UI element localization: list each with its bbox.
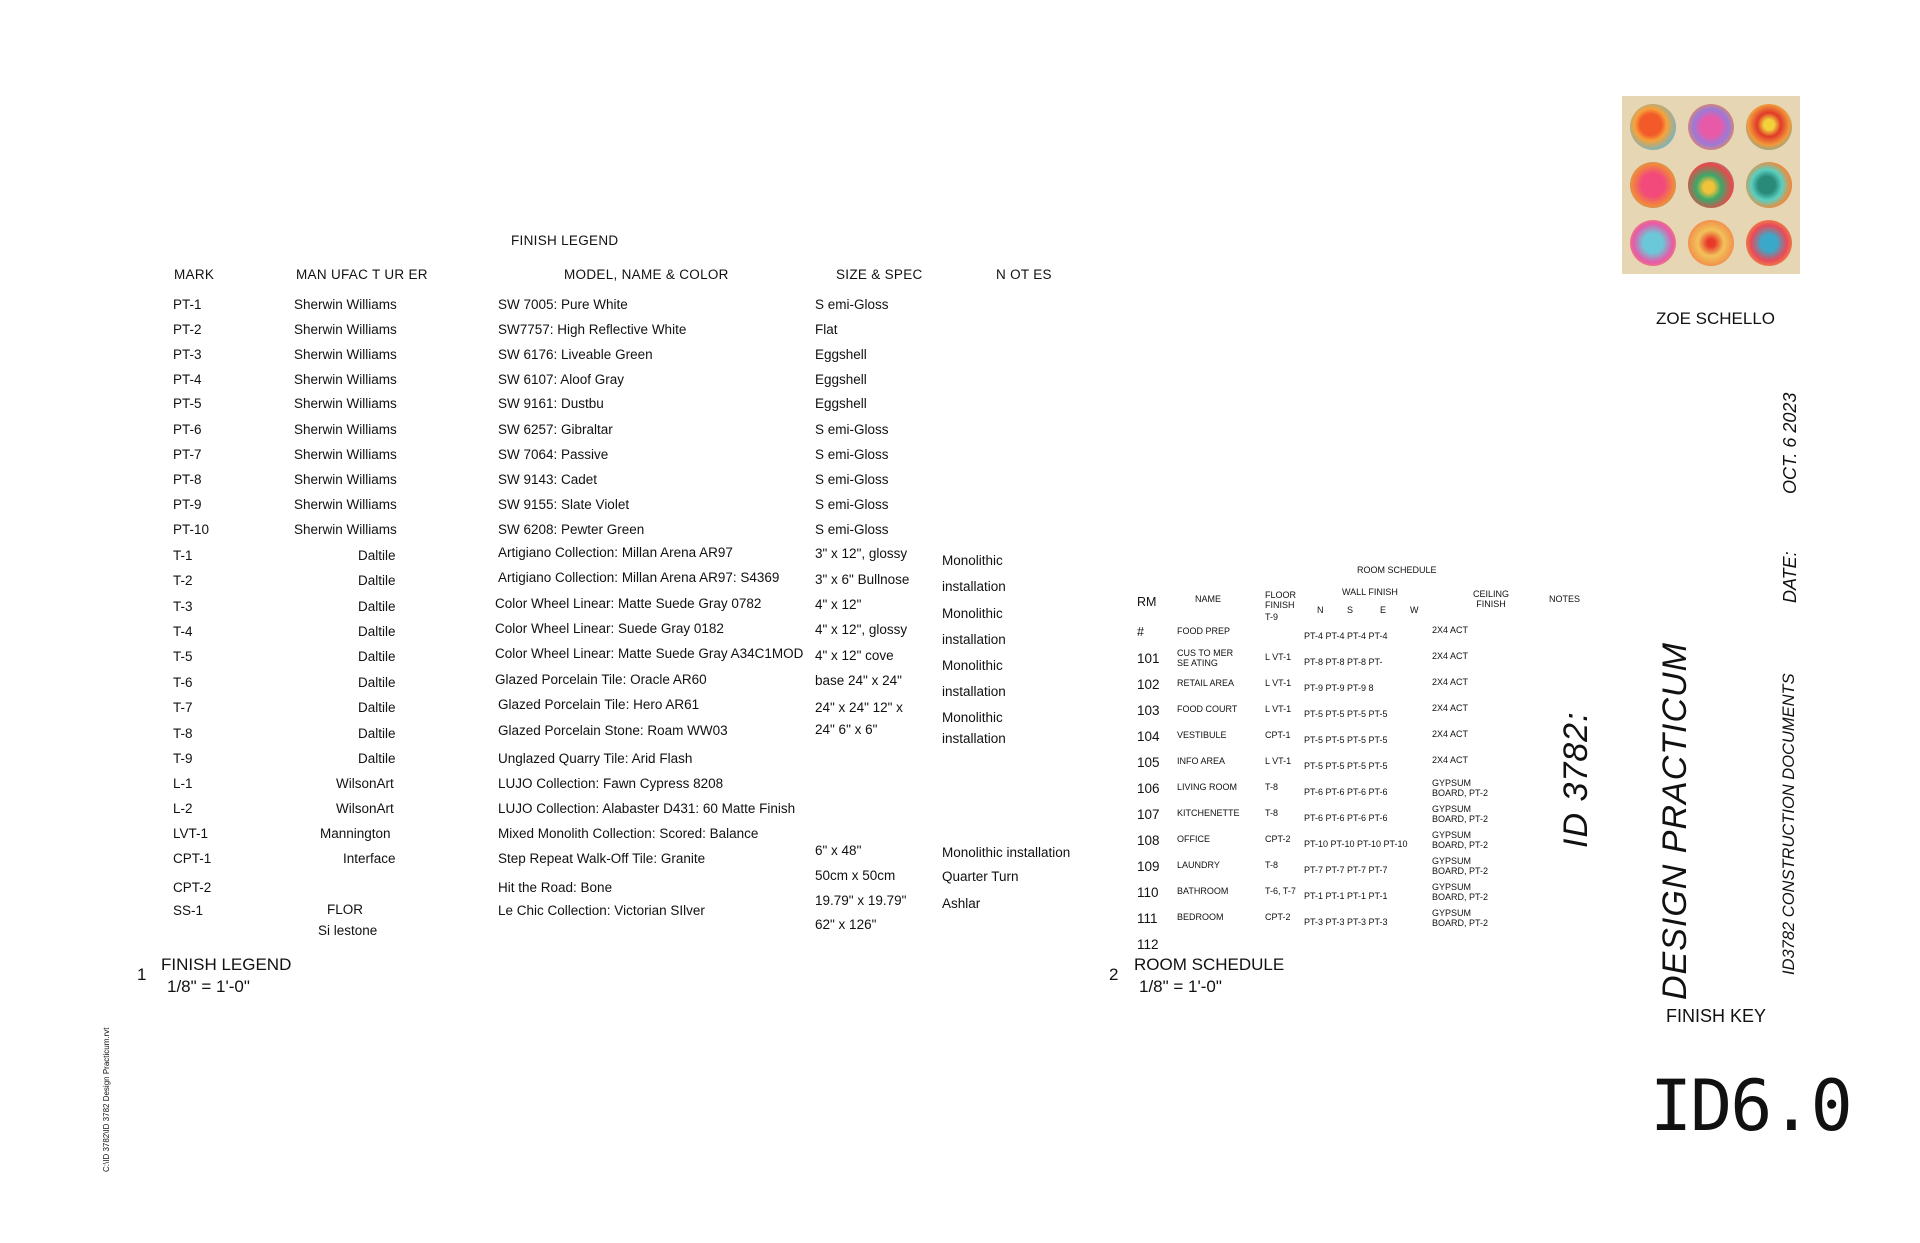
art-circle <box>1688 162 1734 208</box>
rs-col-notes: NOTES <box>1549 594 1581 604</box>
col-model: MODEL, NAME & COLOR <box>564 267 729 282</box>
finish-legend-title: FINISH LEGEND <box>511 233 619 248</box>
rs-wall-finish: PT-5 PT-5 PT-5 PT-5 <box>1304 709 1388 719</box>
legend-mark: PT-4 <box>173 372 202 387</box>
legend-size: S emi-Gloss <box>815 422 889 437</box>
legend-size: Eggshell <box>815 347 867 362</box>
rs-room-number: 108 <box>1137 833 1160 848</box>
rs-room-name: KITCHENETTE <box>1177 808 1240 818</box>
legend-manufacturer: Daltile <box>358 751 396 766</box>
rs-col-ceiling: CEILING FINISH <box>1472 589 1509 609</box>
legend-model: SW7757: High Reflective White <box>498 322 687 337</box>
legend-model: SW 6208: Pewter Green <box>498 522 645 537</box>
legend-size: Flat <box>815 322 838 337</box>
rs-room-number: 102 <box>1137 677 1160 692</box>
legend-manufacturer: Daltile <box>358 624 396 639</box>
legend-mark: L-1 <box>173 776 193 791</box>
rs-ceiling-finish: 2X4 ACT <box>1432 729 1469 739</box>
col-mark: MARK <box>174 267 215 282</box>
callout-label-1: FINISH LEGEND <box>161 955 292 974</box>
legend-model: SW 9155: Slate Violet <box>498 497 630 512</box>
legend-size: 4" x 12" cove <box>815 648 894 663</box>
rs-ceiling-finish: GYPSUM BOARD, PT-2 <box>1432 856 1489 876</box>
rs-room-name: FOOD COURT <box>1177 704 1238 714</box>
sheet-title: FINISH KEY <box>1666 1006 1767 1026</box>
legend-model: SW 7064: Passive <box>498 447 609 462</box>
legend-size: S emi-Gloss <box>815 297 889 312</box>
legend-size: S emi-Gloss <box>815 472 889 487</box>
rs-floor-finish: CPT-2 <box>1265 834 1291 844</box>
rs-room-name: LAUNDRY <box>1177 860 1220 870</box>
legend-manufacturer: Sherwin Williams <box>294 447 397 462</box>
legend-manufacturer: Si lestone <box>318 923 378 938</box>
rs-ceiling-finish: GYPSUM BOARD, PT-2 <box>1432 804 1489 824</box>
legend-mark: L-2 <box>173 801 193 816</box>
legend-model: Hit the Road: Bone <box>498 880 613 895</box>
rs-wall-finish: PT-4 PT-4 PT-4 PT-4 <box>1304 631 1388 641</box>
legend-model: Artigiano Collection: Millan Arena AR97 <box>498 545 733 560</box>
rs-room-name: OFFICE <box>1177 834 1210 844</box>
room-schedule-title: ROOM SCHEDULE <box>1357 565 1437 575</box>
legend-notes: Monolithic <box>942 606 1003 621</box>
art-circle <box>1630 104 1676 150</box>
legend-manufacturer: Sherwin Williams <box>294 347 397 362</box>
legend-model: LUJO Collection: Fawn Cypress 8208 <box>498 776 724 791</box>
legend-size: 3" x 12", glossy <box>815 546 908 561</box>
legend-mark: PT-5 <box>173 396 202 411</box>
art-circle <box>1630 162 1676 208</box>
legend-manufacturer: Daltile <box>358 599 396 614</box>
rs-ceiling-finish: GYPSUM BOARD, PT-2 <box>1432 882 1489 902</box>
legend-notes: installation <box>942 684 1006 699</box>
file-path: C:\ID 3782\ID 3782 Design Practicum.rvt <box>102 1027 111 1172</box>
legend-manufacturer: Sherwin Williams <box>294 422 397 437</box>
legend-size: 50cm x 50cm <box>815 868 896 883</box>
legend-manufacturer: Daltile <box>358 726 396 741</box>
rs-room-number: 109 <box>1137 859 1160 874</box>
legend-notes: Ashlar <box>942 896 981 911</box>
legend-size: 4" x 12" <box>815 597 862 612</box>
callout-scale-2: 1/8" = 1'-0" <box>1139 977 1222 996</box>
legend-manufacturer: Sherwin Williams <box>294 322 397 337</box>
legend-mark: SS-1 <box>173 903 204 918</box>
rs-room-number: 104 <box>1137 729 1160 744</box>
rs-col-n: N <box>1317 605 1324 615</box>
designer-name: ZOE SCHELLO <box>1656 309 1776 328</box>
date-value: OCT. 6 2023 <box>1780 392 1800 494</box>
project-artwork <box>1622 96 1800 274</box>
legend-model: Step Repeat Walk-Off Tile: Granite <box>498 851 706 866</box>
legend-mark: PT-10 <box>173 522 210 537</box>
rs-ceiling-finish: GYPSUM BOARD, PT-2 <box>1432 778 1489 798</box>
legend-model: Glazed Porcelain Tile: Oracle AR60 <box>495 672 707 687</box>
legend-mark: CPT-1 <box>173 851 212 866</box>
rs-floor-finish: CPT-2 <box>1265 912 1291 922</box>
rs-room-number: 112 <box>1137 937 1159 952</box>
legend-mark: T-2 <box>173 573 193 588</box>
legend-mark: PT-2 <box>173 322 202 337</box>
rs-floor-finish: T-8 <box>1265 808 1279 818</box>
legend-mark: PT-6 <box>173 422 202 437</box>
legend-size: 3" x 6" Bullnose <box>815 572 910 587</box>
rs-col-name: NAME <box>1195 594 1222 604</box>
rs-room-name: VESTIBULE <box>1177 730 1227 740</box>
legend-manufacturer: Daltile <box>358 573 396 588</box>
rs-wall-finish: PT-6 PT-6 PT-6 PT-6 <box>1304 813 1388 823</box>
legend-notes: Monolithic <box>942 658 1003 673</box>
legend-mark: PT-1 <box>173 297 202 312</box>
callout-scale-1: 1/8" = 1'-0" <box>167 977 250 996</box>
rs-floor-finish: T-8 <box>1265 782 1279 792</box>
legend-mark: LVT-1 <box>173 826 209 841</box>
rs-col-e: E <box>1380 605 1387 615</box>
legend-mark: PT-3 <box>173 347 202 362</box>
rs-room-number: 103 <box>1137 703 1160 718</box>
legend-manufacturer: Sherwin Williams <box>294 297 397 312</box>
rs-room-name: CUS TO MER SE ATING <box>1177 648 1234 668</box>
legend-model: Le Chic Collection: Victorian SIlver <box>498 903 705 918</box>
legend-notes: installation <box>942 579 1006 594</box>
callout-label-2: ROOM SCHEDULE <box>1134 955 1285 974</box>
rs-floor-finish: T-6, T-7 <box>1265 886 1296 896</box>
rs-room-number: 110 <box>1137 885 1159 900</box>
legend-manufacturer: Sherwin Williams <box>294 396 397 411</box>
rs-room-name: BEDROOM <box>1177 912 1224 922</box>
rs-wall-finish: PT-10 PT-10 PT-10 PT-10 <box>1304 839 1408 849</box>
rs-room-name: BATHROOM <box>1177 886 1229 896</box>
legend-mark: PT-8 <box>173 472 202 487</box>
date-label: DATE: <box>1780 551 1800 603</box>
legend-mark: T-4 <box>173 624 193 639</box>
rs-wall-finish: PT-8 PT-8 PT-8 PT- <box>1304 657 1383 667</box>
art-circle <box>1746 162 1792 208</box>
art-circle <box>1688 220 1734 266</box>
legend-model: Unglazed Quarry Tile: Arid Flash <box>498 751 693 766</box>
art-circle <box>1688 104 1734 150</box>
legend-model: Artigiano Collection: Millan Arena AR97: S4369 <box>498 570 780 585</box>
rs-floor-finish: L VT-1 <box>1265 704 1292 714</box>
legend-notes: Quarter Turn <box>942 869 1019 884</box>
legend-size: 24" x 24" 12" x <box>815 700 903 715</box>
course-name: DESIGN PRACTICUM <box>1656 642 1694 1000</box>
rs-wall-finish: PT-5 PT-5 PT-5 PT-5 <box>1304 761 1388 771</box>
rs-wall-finish: PT-7 PT-7 PT-7 PT-7 <box>1304 865 1388 875</box>
legend-size: S emi-Gloss <box>815 447 889 462</box>
legend-manufacturer: FLOR <box>327 902 364 917</box>
legend-manufacturer: Daltile <box>358 700 396 715</box>
rs-ceiling-finish: 2X4 ACT <box>1432 703 1469 713</box>
rs-ceiling-finish: 2X4 ACT <box>1432 677 1469 687</box>
legend-model: SW 6257: Gibraltar <box>498 422 613 437</box>
legend-mark: T-5 <box>173 649 193 664</box>
legend-manufacturer: Sherwin Williams <box>294 522 397 537</box>
rs-room-name: LIVING ROOM <box>1177 782 1238 792</box>
legend-model: SW 6107: Aloof Gray <box>498 372 625 387</box>
legend-manufacturer: Interface <box>343 851 396 866</box>
rs-floor-finish: L VT-1 <box>1265 678 1292 688</box>
legend-model: Glazed Porcelain Tile: Hero AR61 <box>498 697 700 712</box>
legend-notes: Monolithic <box>942 710 1003 725</box>
rs-col-wall: WALL FINISH <box>1342 587 1398 597</box>
rs-wall-finish: PT-3 PT-3 PT-3 PT-3 <box>1304 917 1388 927</box>
rs-ceiling-finish: 2X4 ACT <box>1432 625 1469 635</box>
rs-ceiling-finish: 2X4 ACT <box>1432 651 1469 661</box>
legend-notes: installation <box>942 632 1006 647</box>
rs-floor-finish: L VT-1 <box>1265 652 1292 662</box>
legend-size: 62" x 126" <box>815 917 877 932</box>
rs-col-hash: # <box>1137 625 1144 639</box>
rs-ceiling-finish: GYPSUM BOARD, PT-2 <box>1432 908 1489 928</box>
legend-model: Color Wheel Linear: Matte Suede Gray A34C1MOD <box>495 646 804 661</box>
legend-manufacturer: Sherwin Williams <box>294 497 397 512</box>
legend-mark: T-3 <box>173 599 193 614</box>
course-code: ID 3782: <box>1557 711 1595 848</box>
col-manufacturer: MAN UFAC T UR ER <box>296 267 428 282</box>
legend-mark: T-6 <box>173 675 193 690</box>
rs-wall-finish: PT-9 PT-9 PT-9 8 <box>1304 683 1374 693</box>
legend-size: 6" x 48" <box>815 843 862 858</box>
legend-size: Eggshell <box>815 396 867 411</box>
legend-manufacturer: Daltile <box>358 649 396 664</box>
rs-col-w: W <box>1410 605 1419 615</box>
callout-number-2: 2 <box>1109 965 1119 984</box>
legend-model: Color Wheel Linear: Matte Suede Gray 0782 <box>495 596 762 611</box>
legend-manufacturer: Sherwin Williams <box>294 372 397 387</box>
legend-size: S emi-Gloss <box>815 497 889 512</box>
rs-col-s: S <box>1347 605 1354 615</box>
rs-room-name: FOOD PREP <box>1177 626 1231 636</box>
legend-manufacturer: WilsonArt <box>336 801 394 816</box>
rs-wall-finish: PT-1 PT-1 PT-1 PT-1 <box>1304 891 1388 901</box>
rs-floor-finish: T-8 <box>1265 860 1279 870</box>
legend-mark: T-8 <box>173 726 193 741</box>
legend-mark: T-7 <box>173 700 193 715</box>
legend-mark: CPT-2 <box>173 880 212 895</box>
legend-model: Glazed Porcelain Stone: Roam WW03 <box>498 723 728 738</box>
art-circle <box>1746 220 1792 266</box>
rs-ceiling-finish: 2X4 ACT <box>1432 755 1469 765</box>
legend-notes: Monolithic <box>942 553 1003 568</box>
legend-model: Mixed Monolith Collection: Scored: Balance <box>498 826 759 841</box>
legend-size: S emi-Gloss <box>815 522 889 537</box>
legend-model: SW 6176: Liveable Green <box>498 347 653 362</box>
legend-model: Color Wheel Linear: Suede Gray 0182 <box>495 621 724 636</box>
col-size: SIZE & SPEC <box>836 267 923 282</box>
legend-model: LUJO Collection: Alabaster D431: 60 Matte Finish <box>498 801 796 816</box>
legend-size: Eggshell <box>815 372 867 387</box>
rs-room-number: 107 <box>1137 807 1160 822</box>
legend-manufacturer: WilsonArt <box>336 776 394 791</box>
legend-model: SW 9143: Cadet <box>498 472 598 487</box>
legend-mark: PT-7 <box>173 447 202 462</box>
col-notes: N OT ES <box>996 267 1052 282</box>
callout-number-1: 1 <box>137 965 147 984</box>
art-circle <box>1746 104 1792 150</box>
legend-manufacturer: Sherwin Williams <box>294 472 397 487</box>
art-circle <box>1630 220 1676 266</box>
legend-mark: T-9 <box>173 751 193 766</box>
rs-floor-finish: L VT-1 <box>1265 756 1292 766</box>
sheet-number: ID6.0 <box>1650 1065 1851 1147</box>
rs-wall-finish: PT-5 PT-5 PT-5 PT-5 <box>1304 735 1388 745</box>
rs-room-name: RETAIL AREA <box>1177 678 1235 688</box>
rs-col-floor: FLOOR FINISH <box>1265 590 1297 610</box>
rs-floor-finish: T-9 <box>1265 612 1279 622</box>
legend-manufacturer: Daltile <box>358 548 396 563</box>
rs-col-rm: RM <box>1137 595 1157 609</box>
legend-size: 4" x 12", glossy <box>815 622 908 637</box>
rs-room-number: 111 <box>1137 911 1158 926</box>
rs-wall-finish: PT-6 PT-6 PT-6 PT-6 <box>1304 787 1388 797</box>
legend-size: 24" 6" x 6" <box>815 722 878 737</box>
legend-mark: T-1 <box>173 548 193 563</box>
legend-notes: installation <box>942 731 1006 746</box>
rs-floor-finish: CPT-1 <box>1265 730 1291 740</box>
legend-model: SW 7005: Pure White <box>498 297 628 312</box>
legend-model: SW 9161: Dustbu <box>498 396 604 411</box>
legend-manufacturer: Mannington <box>320 826 391 841</box>
rs-room-number: 101 <box>1137 651 1160 666</box>
rs-ceiling-finish: GYPSUM BOARD, PT-2 <box>1432 830 1489 850</box>
rs-room-name: INFO AREA <box>1177 756 1226 766</box>
legend-mark: PT-9 <box>173 497 202 512</box>
legend-notes: Monolithic installation <box>942 845 1071 860</box>
rs-room-number: 105 <box>1137 755 1160 770</box>
rs-room-number: 106 <box>1137 781 1160 796</box>
legend-size: 19.79" x 19.79" <box>815 893 907 908</box>
document-type: ID3782 CONSTRUCTION DOCUMENTS <box>1780 673 1798 975</box>
legend-manufacturer: Daltile <box>358 675 396 690</box>
legend-size: base 24" x 24" <box>815 673 902 688</box>
